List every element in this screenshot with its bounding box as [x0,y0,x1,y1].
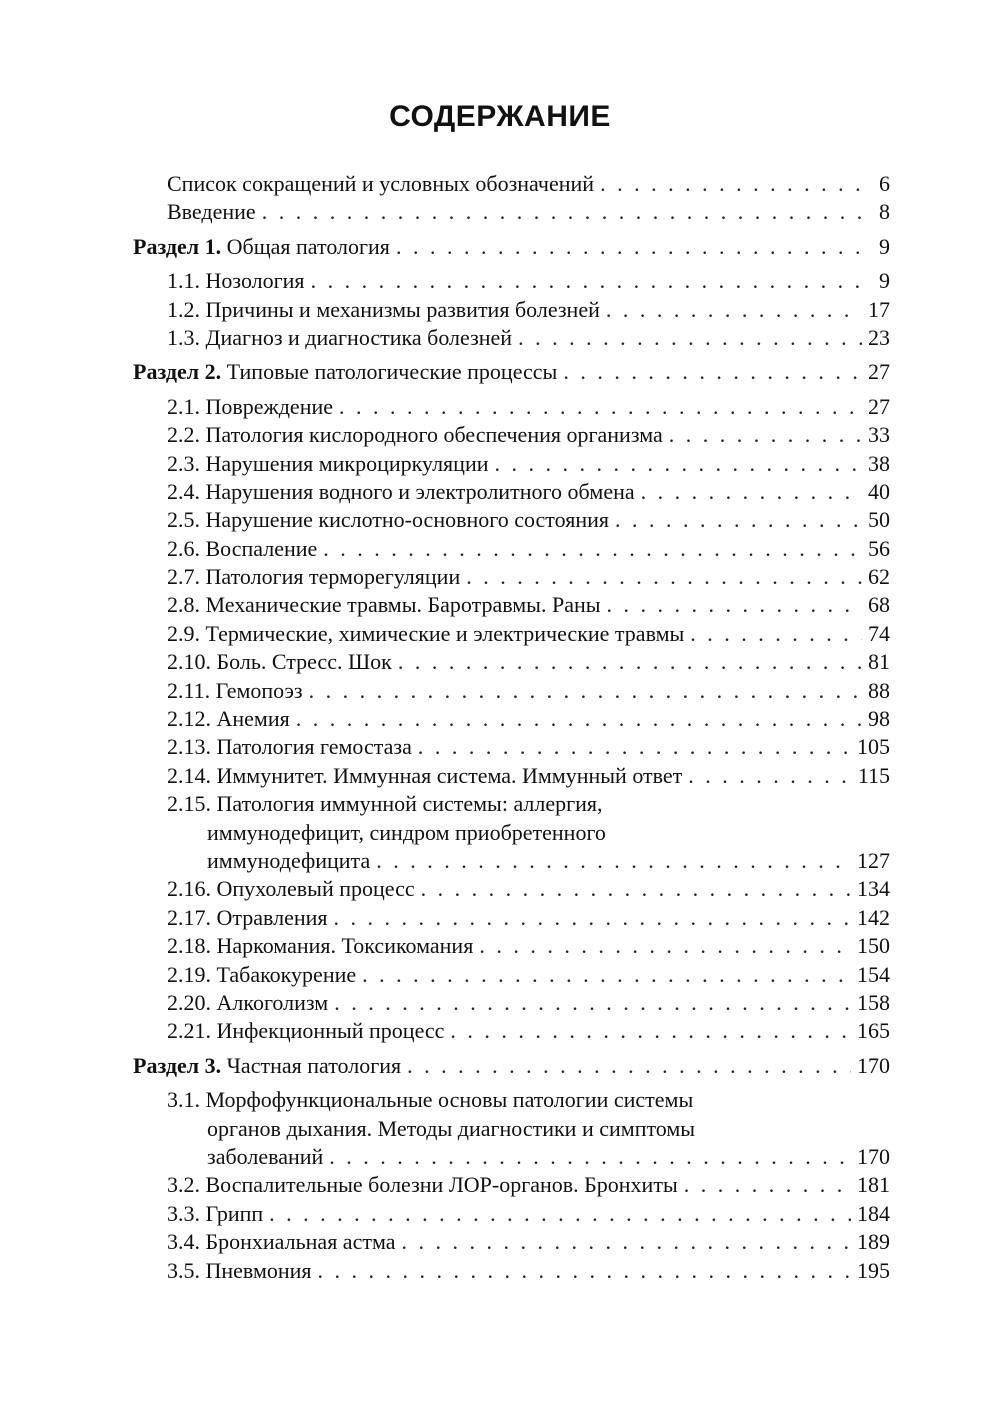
page-number: 181 [857,1172,890,1198]
dot-leader [495,450,863,478]
toc-entry-label: 2.12. Анемия [167,706,290,732]
toc-entry-label: 3.4. Бронхиальная астма [167,1229,396,1255]
toc-entry [133,733,890,761]
toc-entry [133,1257,890,1285]
toc-entry [133,790,890,875]
page-number: 105 [857,734,890,760]
toc-entry-label: иммунодефицита [207,848,371,874]
page-number: 165 [857,1018,890,1044]
toc-entry [133,1200,890,1228]
page-number: 98 [868,706,890,732]
toc-entry-label: 2.6. Воспаление [167,535,318,561]
section-title: Общая патология [226,233,390,259]
toc-entry [133,1228,890,1256]
toc-entry [133,267,890,295]
dot-leader [688,762,852,790]
section-number: Раздел 1. [133,233,222,259]
dot-leader [615,506,862,534]
toc-section-heading [133,1052,890,1080]
toc-entry [133,875,890,903]
dot-leader [407,1052,851,1080]
dot-leader [269,1200,851,1228]
toc-entry-label: 2.18. Наркомания. Токсикомания [167,933,474,959]
dot-leader [334,904,851,932]
toc-entry-label: 3.5. Пневмония [167,1257,312,1283]
page-number: 189 [857,1229,890,1255]
table-of-contents [133,170,890,1285]
section-title: Частная патология [226,1052,402,1078]
toc-section-heading [133,233,890,261]
toc-entry-label: органов дыхания. Методы диагностики и симптомы [207,1115,696,1141]
toc-entry-label: Введение [167,199,256,225]
toc-entry-label: 1.1. Нозология [167,268,305,294]
page-title: СОДЕРЖАНИЕ [389,100,611,133]
page-number: 56 [868,535,890,561]
dot-leader [600,170,873,198]
dot-leader [690,620,862,648]
page-number: 6 [879,171,890,196]
toc-section-heading-label [133,1052,401,1080]
page-number: 150 [857,933,890,959]
dot-leader [318,1257,851,1285]
toc-entry-label: 2.11. Гемопоэз [167,677,303,703]
dot-leader [339,393,862,421]
page-number: 134 [857,876,890,902]
page-number: 115 [857,762,890,788]
toc-entry-label: 1.2. Причины и механизмы развития болезней [167,296,600,322]
toc-entry-label: 2.1. Повреждение [167,393,334,419]
toc-entry [133,648,890,676]
toc-entry [133,705,890,733]
toc-entry-label: 2.21. Инфекционный процесс [167,1018,445,1044]
page-number: 81 [868,649,890,675]
toc-entry-label: 2.15. Патология иммунной системы: аллергия, [167,791,603,817]
toc-entry [133,506,890,534]
toc-entry [133,296,890,324]
toc-entry [133,478,890,506]
toc-entry [133,932,890,960]
toc-entry-label: 3.1. Морфофункциональные основы патологии системы [167,1087,694,1113]
page-number: 62 [868,564,890,590]
toc-entry-last-line [167,1143,890,1171]
toc-entry [133,170,890,198]
page-number: 17 [868,296,890,322]
section-number: Раздел 3. [133,1052,222,1078]
dot-leader [418,733,851,761]
toc-entry-last-line [167,847,890,875]
dot-leader [323,535,862,563]
toc-entry-label: 2.5. Нарушение кислотно-основного состояния [167,507,609,533]
toc-entry-label: 1.3. Диагноз и диагностика болезней [167,324,513,350]
dot-leader [311,267,873,295]
toc-section-heading-label [133,358,557,386]
page-number: 38 [868,450,890,476]
toc-entry-label: 2.16. Опухолевый процесс [167,876,415,902]
toc-entry [133,620,890,648]
toc-entry-label: 2.3. Нарушения микроциркуляции [167,450,489,476]
dot-leader [398,648,862,676]
toc-entry [133,961,890,989]
toc-entry-label: 2.14. Иммунитет. Иммунная система. Иммунный ответ [167,762,683,788]
toc-entry-label: 2.19. Табакокурение [167,961,357,987]
page-number: 9 [879,268,890,294]
dot-leader [479,932,851,960]
toc-entry-label: 2.10. Боль. Стресс. Шок [167,649,392,675]
dot-leader [262,198,873,226]
page-number: 170 [857,1143,890,1169]
toc-entry [133,563,890,591]
dot-leader [641,478,862,506]
page-number: 27 [868,393,890,419]
page-number: 142 [857,904,890,930]
toc-entry-label: 2.2. Патология кислородного обеспечения организма [167,422,663,448]
toc-entry [133,677,890,705]
dot-leader [396,233,873,261]
dot-leader [518,324,862,352]
toc-entry [133,324,890,352]
dot-leader [296,705,862,733]
toc-entry [133,591,890,619]
toc-entry [133,393,890,421]
dot-leader [329,1143,851,1171]
page-number: 9 [879,233,890,259]
toc-entry [133,989,890,1017]
toc-entry-label: 2.17. Отравления [167,904,328,930]
toc-entry-label: 2.9. Термические, химические и электрические травмы [167,620,685,646]
toc-entry-label: 2.20. Алкоголизм [167,989,329,1015]
toc-entry [133,450,890,478]
toc-entry-label: 2.13. Патология гемостаза [167,734,412,760]
dot-leader [466,563,862,591]
page-number: 127 [857,848,890,874]
toc-entry [133,535,890,563]
page-number: 50 [868,507,890,533]
dot-leader [563,358,862,386]
toc-section-heading-label [133,233,390,261]
page-number: 195 [857,1257,890,1283]
page-number: 33 [868,422,890,448]
dot-leader [450,1017,851,1045]
toc-entry-label: 3.2. Воспалительные болезни ЛОР-органов. Бронхиты [167,1172,678,1198]
toc-entry-label: 2.7. Патология терморегуляции [167,564,461,590]
toc-entry-label: 2.8. Механические травмы. Баротравмы. Раны [167,592,601,618]
dot-leader [606,296,862,324]
dot-leader [669,421,862,449]
page-number: 27 [868,359,890,385]
dot-leader [309,677,862,705]
toc-entry-label: иммунодефицит, синдром приобретенного [207,819,606,845]
page-number: 88 [868,677,890,703]
page-number: 23 [868,324,890,350]
toc-entry [133,904,890,932]
dot-leader [376,847,851,875]
dot-leader [334,989,851,1017]
toc-entry [133,1086,890,1171]
page-number: 170 [857,1052,890,1078]
toc-entry-label: Список сокращений и условных обозначений [167,171,595,196]
page-number: 154 [857,961,890,987]
toc-entry-label: 3.3. Грипп [167,1200,264,1226]
toc-entry [133,198,890,226]
toc-entry [133,762,890,790]
toc-entry-label: 2.4. Нарушения водного и электролитного обмена [167,478,635,504]
page-number: 158 [857,989,890,1015]
page-number: 68 [868,592,890,618]
dot-leader [684,1171,851,1199]
toc-section-heading [133,358,890,386]
page-number: 74 [868,620,890,646]
section-title: Типовые патологические процессы [226,359,558,385]
dot-leader [607,591,862,619]
page-number: 8 [879,199,890,225]
toc-entry-label: заболеваний [207,1143,324,1169]
page-number: 184 [857,1200,890,1226]
toc-entry [133,1171,890,1199]
section-number: Раздел 2. [133,359,222,385]
dot-leader [362,961,851,989]
dot-leader [402,1228,852,1256]
page-number: 40 [868,478,890,504]
dot-leader [421,875,851,903]
toc-entry [133,421,890,449]
toc-entry [133,1017,890,1045]
